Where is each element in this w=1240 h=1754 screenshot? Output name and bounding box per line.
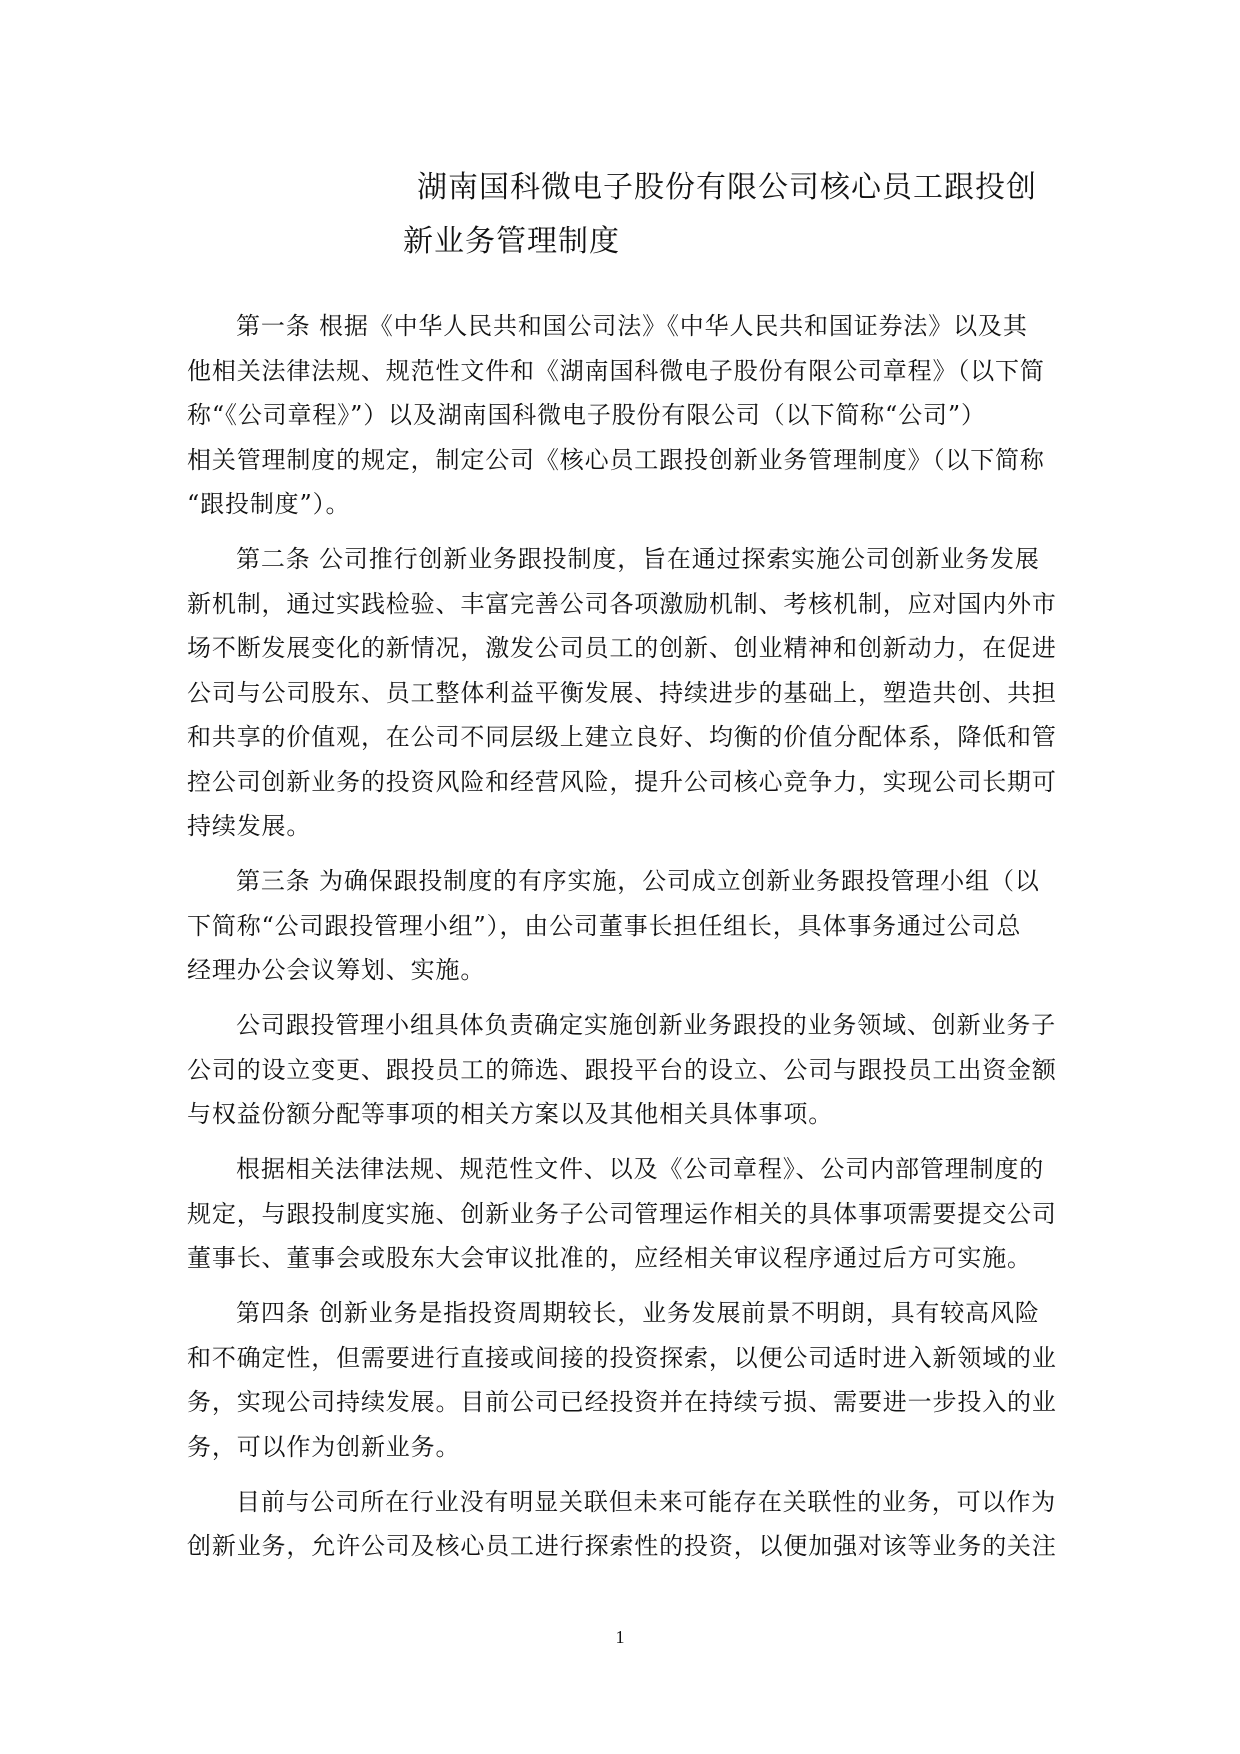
paragraph-article-4 (187, 1291, 1067, 1469)
page-number: 1 (615, 1627, 625, 1647)
document-body (187, 304, 1067, 1579)
text-line: 控公司创新业务的投资风险和经营风险，提升公司核心竞争力，实现公司长期可 (187, 767, 1057, 796)
paragraph-article-4-2 (187, 1480, 1067, 1569)
text-line: 与权益份额分配等事项的相关方案以及其他相关具体事项。 (187, 1100, 834, 1128)
paragraph-article-2 (187, 537, 1067, 849)
text-line: 称“《公司章程》”）以及湖南国科微电子股份有限公司（以下简称“公司”） (187, 401, 986, 429)
text-line: 目前与公司所在行业没有明显关联但未来可能存在关联性的业务，可以作为 (236, 1487, 1057, 1516)
text-line: 场不断发展变化的新情况，激发公司员工的创新、创业精神和创新动力，在促进 (187, 634, 1057, 662)
text-line: 相关管理制度的规定，制定公司《核心员工跟投创新业务管理制度》（以下简称 (187, 445, 1045, 474)
text-line: 新机制，通过实践检验、丰富完善公司各项激励机制、考核机制，应对国内外市 (187, 589, 1057, 618)
text-line: 创新业务，允许公司及核心员工进行探索性的投资，以便加强对该等业务的关注 (187, 1532, 1057, 1560)
text-line: 根据相关法律法规、规范性文件、以及《公司章程》、公司内部管理制度的 (236, 1155, 1045, 1183)
text-line: 下简称“公司跟投管理小组”），由公司董事长担任组长，具体事务通过公司总 (187, 911, 1022, 940)
text-line: 第一条 根据《中华人民共和国公司法》《中华人民共和国证券法》以及其 (236, 312, 1028, 340)
text-line: 务，可以作为创新业务。 (187, 1432, 461, 1461)
text-line: 持续发展。 (187, 812, 312, 840)
paragraph-article-3 (187, 859, 1067, 993)
paragraph-article-3-2 (187, 1003, 1067, 1137)
paragraph-article-3-3 (187, 1147, 1067, 1281)
text-line: 和共享的价值观，在公司不同层级上建立良好、均衡的价值分配体系，降低和管 (187, 723, 1057, 751)
text-line: 务，实现公司持续发展。目前公司已经投资并在持续亏损、需要进一步投入的业 (187, 1388, 1057, 1416)
text-line: 第二条 公司推行创新业务跟投制度，旨在通过探索实施公司创新业务发展 (236, 545, 1040, 573)
text-line: 规定，与跟投制度实施、创新业务子公司管理运作相关的具体事项需要提交公司 (187, 1199, 1057, 1228)
text-line: 董事长、董事会或股东大会审议批准的，应经相关审议程序通过后方可实施。 (187, 1244, 1032, 1272)
document-title-line-2: 新业务管理制度 (403, 224, 620, 259)
text-line: 公司的设立变更、跟投员工的筛选、跟投平台的设立、公司与跟投员工出资金额 (187, 1055, 1057, 1084)
text-line: 经理办公会议筹划、实施。 (187, 956, 486, 984)
text-line: “跟投制度”）。 (187, 490, 351, 518)
document-title-line-1: 湖南国科微电子股份有限公司核心员工跟投创 (417, 170, 1037, 205)
text-line: 公司跟投管理小组具体负责确定实施创新业务跟投的业务领域、创新业务子 (236, 1011, 1057, 1039)
text-line: 公司与公司股东、员工整体利益平衡发展、持续进步的基础上，塑造共创、共担 (187, 678, 1057, 707)
text-line: 第四条 创新业务是指投资周期较长，业务发展前景不明朗，具有较高风险 (236, 1299, 1040, 1327)
text-line: 他相关法律法规、规范性文件和《湖南国科微电子股份有限公司章程》（以下简 (187, 356, 1045, 385)
text-line: 和不确定性，但需要进行直接或间接的投资探索，以便公司适时进入新领域的业 (187, 1343, 1057, 1372)
text-line: 第三条 为确保跟投制度的有序实施，公司成立创新业务跟投管理小组（以 (236, 867, 1040, 895)
paragraph-article-1 (187, 304, 1067, 527)
